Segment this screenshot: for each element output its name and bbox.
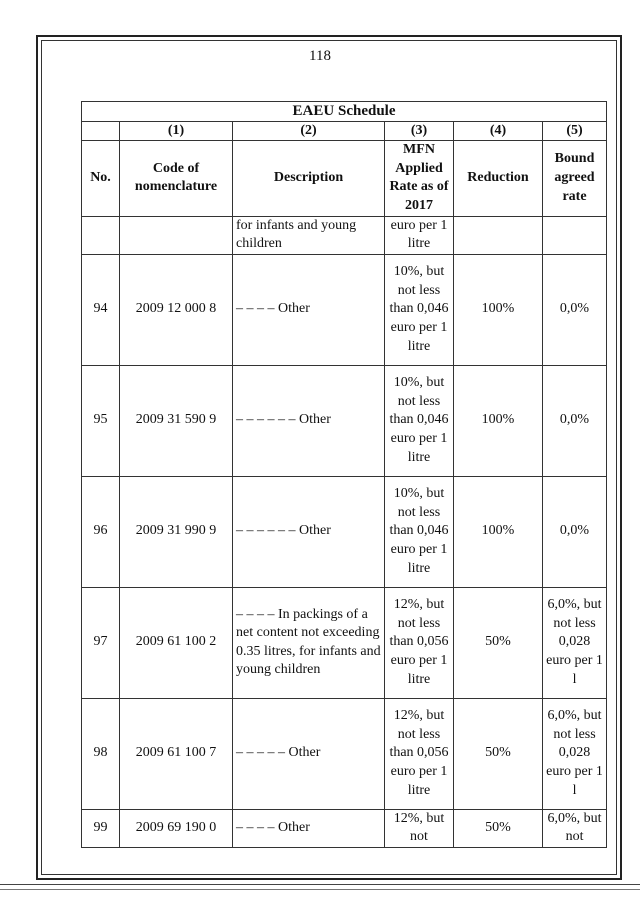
cell-reduction: [454, 216, 543, 254]
table-title: EAEU Schedule: [82, 102, 607, 122]
col-number: (5): [543, 121, 607, 141]
header-reduction: Reduction: [454, 141, 543, 216]
cell-bound-rate: 0,0%: [543, 254, 607, 365]
cell-reduction: 50%: [454, 587, 543, 698]
col-number: (3): [385, 121, 454, 141]
table-row: [82, 809, 607, 847]
cell-reduction: 100%: [454, 476, 543, 587]
cell-reduction: 50%: [454, 698, 543, 809]
header-mfn-rate: MFN Applied Rate as of 2017: [385, 141, 454, 216]
cell-description: for infants and young children: [233, 216, 385, 254]
cell-description: – – – – In packings of a net content not exceeding 0.35 litres, for infants and young children: [233, 587, 385, 698]
header-row: [82, 141, 607, 216]
cell-mfn-rate: 10%, but not less than 0,046 euro per 1 litre: [385, 365, 454, 476]
cell-mfn-rate: 10%, but not less than 0,046 euro per 1 litre: [385, 254, 454, 365]
cell-code: 2009 61 100 7: [120, 698, 233, 809]
cell-description: – – – – – – Other: [233, 365, 385, 476]
cell-no: 96: [82, 476, 120, 587]
cell-description: – – – – Other: [233, 254, 385, 365]
cell-bound-rate: 6,0%, but not less 0,028 euro per 1 l: [543, 698, 607, 809]
cell-no: 99: [82, 809, 120, 847]
cell-bound-rate: 6,0%, but not: [543, 809, 607, 847]
cell-description: – – – – – – Other: [233, 476, 385, 587]
table-row: [82, 698, 607, 809]
cell-code: 2009 31 990 9: [120, 476, 233, 587]
table-row: [82, 254, 607, 365]
cell-reduction: 50%: [454, 809, 543, 847]
cell-description: – – – – Other: [233, 809, 385, 847]
cell-code: 2009 31 590 9: [120, 365, 233, 476]
page-bottom-edge: [0, 884, 640, 890]
cell-bound-rate: 6,0%, but not less 0,028 euro per 1 l: [543, 587, 607, 698]
cell-description: – – – – – Other: [233, 698, 385, 809]
cell-no: [82, 216, 120, 254]
continuation-row: [82, 216, 607, 254]
eaeu-schedule-table: [81, 101, 607, 848]
cell-mfn-rate: 12%, but not less than 0,056 euro per 1 litre: [385, 587, 454, 698]
cell-code: 2009 69 190 0: [120, 809, 233, 847]
table-title-row: [82, 102, 607, 122]
header-code: Code of nomenclature: [120, 141, 233, 216]
cell-reduction: 100%: [454, 254, 543, 365]
col-number-blank: [82, 121, 120, 141]
cell-reduction: 100%: [454, 365, 543, 476]
col-number: (2): [233, 121, 385, 141]
cell-no: 94: [82, 254, 120, 365]
table-row: [82, 476, 607, 587]
cell-mfn-rate: 10%, but not less than 0,046 euro per 1 litre: [385, 476, 454, 587]
cell-code: [120, 216, 233, 254]
cell-no: 98: [82, 698, 120, 809]
cell-bound-rate: 0,0%: [543, 476, 607, 587]
header-bound-rate: Bound agreed rate: [543, 141, 607, 216]
cell-mfn-rate: euro per 1 litre: [385, 216, 454, 254]
table-row: [82, 587, 607, 698]
cell-mfn-rate: 12%, but not less than 0,056 euro per 1 litre: [385, 698, 454, 809]
cell-code: 2009 12 000 8: [120, 254, 233, 365]
cell-code: 2009 61 100 2: [120, 587, 233, 698]
col-number: (4): [454, 121, 543, 141]
cell-bound-rate: [543, 216, 607, 254]
cell-bound-rate: 0,0%: [543, 365, 607, 476]
col-number: (1): [120, 121, 233, 141]
page-number: 118: [309, 48, 331, 64]
cell-no: 95: [82, 365, 120, 476]
cell-no: 97: [82, 587, 120, 698]
column-number-row: [82, 121, 607, 141]
header-no: No.: [82, 141, 120, 216]
cell-mfn-rate: 12%, but not: [385, 809, 454, 847]
header-description: Description: [233, 141, 385, 216]
table-row: [82, 365, 607, 476]
